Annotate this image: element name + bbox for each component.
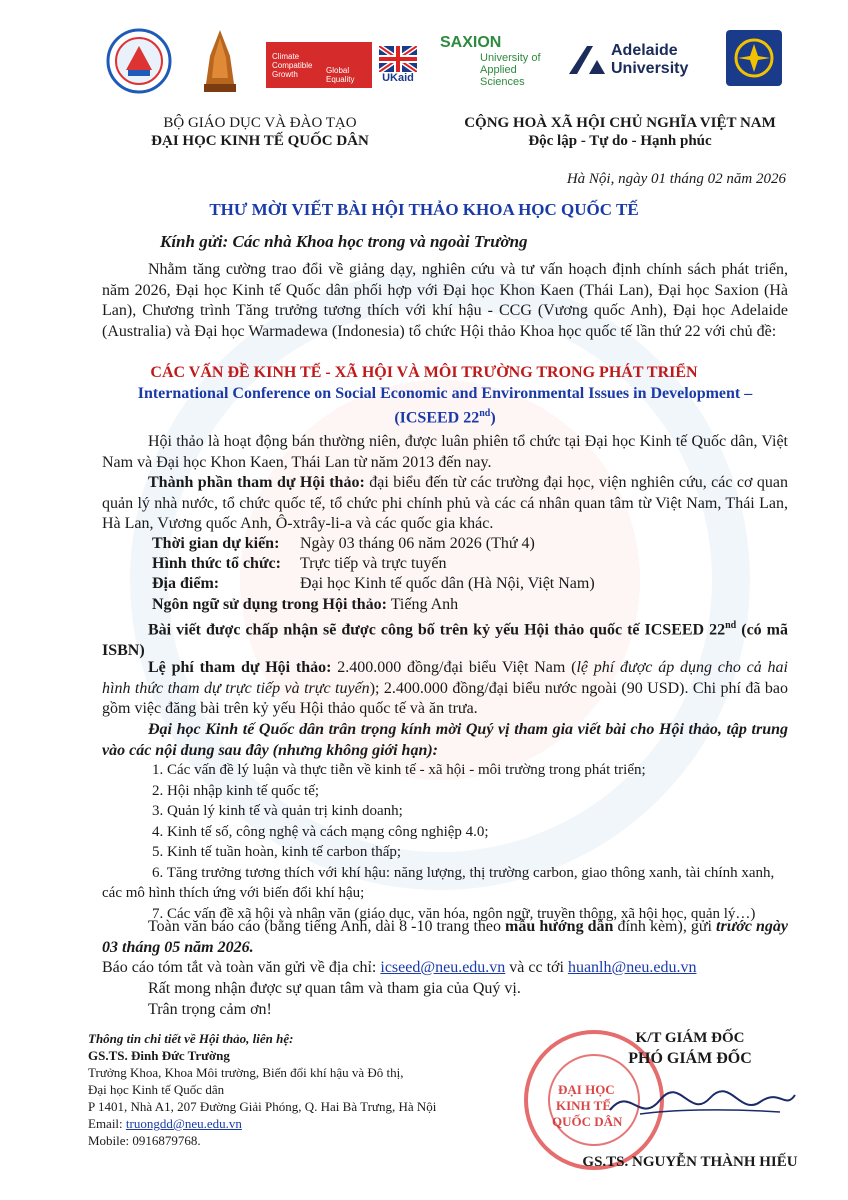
- stamp-text-1: ĐẠI HỌC: [558, 1082, 615, 1097]
- logo-row: [0, 26, 848, 96]
- handwritten-signature: [600, 1080, 800, 1130]
- submission-text1: Toàn văn báo cáo (bằng tiếng Anh, dài 8 -10 trang theo: [148, 918, 506, 935]
- saxion-name: SAXION: [440, 34, 502, 51]
- contact-email-row: [88, 1115, 508, 1132]
- language-label: Ngôn ngữ sử dụng trong Hội thảo:: [152, 596, 387, 613]
- publication-text: Bài viết được chấp nhận sẽ được công bố trên kỷ yếu Hội thảo quốc tế ICSEED 22: [148, 621, 726, 639]
- time-label: Thời gian dự kiến:: [152, 535, 280, 552]
- topic-item: 7. Các vấn đề xã hội và nhân văn (giáo dục, văn hóa, ngôn ngữ, truyền thông, xã hội học, quản lý…): [152, 905, 756, 922]
- contact-role: Trưởng Khoa, Khoa Môi trường, Biến đổi khí hậu và Đô thị,: [88, 1065, 404, 1080]
- stamp-text-3: QUỐC DÂN: [552, 1114, 623, 1129]
- topic-list: [102, 760, 792, 924]
- adelaide-mark-icon: [567, 44, 607, 76]
- fee-note: lệ phí được áp dụng cho cả hai hình thức tham dự trực tiếp và trực tuyến: [102, 659, 788, 697]
- time-row: [152, 535, 535, 553]
- letter-title: THƯ MỜI VIẾT BÀI HỘI THẢO KHOA HỌC QUỐC TẾ: [209, 200, 639, 219]
- submission-deadline: trước ngày 03 tháng 05 năm 2026.: [102, 918, 789, 956]
- neu-logo: [104, 26, 174, 96]
- saxion-logo: [440, 32, 550, 90]
- saxion-sub: University of Applied Sciences: [480, 52, 541, 88]
- topic-item: 6. Tăng trưởng tương thích với khí hậu: năng lượng, thị trường carbon, giao thông xanh, tài chính xanh, các mô hình thích ứng với biến đổi khí hậu;: [102, 864, 775, 901]
- country-name: CỘNG HOÀ XÃ HỘI CHỦ NGHĨA VIỆT NAM: [464, 115, 776, 131]
- closing-line2: Trân trọng cảm ơn!: [148, 1001, 272, 1018]
- ccg-logo: [266, 42, 372, 88]
- ukaid-logo: [378, 40, 418, 90]
- format-value: Trực tiếp và trực tuyến: [300, 555, 447, 572]
- fee-vn: 2.400.000 đồng/đại biểu Việt Nam (: [331, 659, 577, 676]
- venue-value: Đại học Kinh tế quốc dân (Hà Nội, Việt Nam): [300, 575, 595, 592]
- signer-name: GS.TS. NGUYỄN THÀNH HIẾU: [582, 1154, 798, 1170]
- fee-rest: ); 2.400.000 đồng/đại biểu nước ngoài (90 USD). Chi phí đã bao gồm việc đăng bài trên kỷ yếu Hội thảo quốc tế và ăn trưa.: [102, 679, 789, 717]
- ministry-header: [100, 114, 420, 150]
- participants-paragraph: [102, 473, 788, 535]
- adelaide-logo: [562, 38, 712, 82]
- language-row: [152, 596, 458, 614]
- fee-label: Lệ phí tham dự Hội thảo:: [148, 659, 332, 676]
- national-motto: Độc lập - Tự do - Hạnh phúc: [528, 133, 712, 149]
- conference-short-end: ): [490, 409, 496, 427]
- ministry-name: BỘ GIÁO DỤC VÀ ĐÀO TẠO: [163, 115, 357, 131]
- contact-email-link[interactable]: truongdd@neu.edu.vn: [125, 1116, 242, 1131]
- uk-flag-icon: [379, 46, 417, 72]
- national-motto-header: [440, 114, 800, 150]
- contact-intro: Thông tin chi tiết về Hội thảo, liên hệ:: [88, 1031, 294, 1046]
- topic-item: 1. Các vấn đề lý luận và thực tiễn về kinh tế - xã hội - môi trường trong phát triển;: [152, 762, 646, 778]
- topic-item: 5. Kinh tế tuần hoàn, kinh tế carbon thấp;: [152, 844, 402, 860]
- ccg-sub: Global Equality: [326, 66, 355, 84]
- annual-paragraph: Hội thảo là hoạt động bán thường niên, được luân phiên tổ chức tại Đại học Kinh tế Quốc dân, Việt Nam và Đại học Khon Kaen, Thái Lan từ năm 2013 đến nay.: [102, 433, 788, 471]
- contact-mobile: Mobile: 0916879768.: [88, 1133, 201, 1148]
- ukaid-text: UKaid: [382, 72, 414, 84]
- topic-item: 2. Hội nhập kinh tế quốc tế;: [152, 782, 320, 799]
- conference-title-en: [100, 384, 790, 428]
- contact-org: Đại học Kinh tế Quốc dân: [88, 1082, 225, 1097]
- ccg-line1: Climate: [272, 51, 300, 61]
- topic-item: 4. Kinh tế số, công nghệ và cách mạng công nghiệp 4.0;: [152, 823, 489, 840]
- participants-label: Thành phần tham dự Hội thảo:: [148, 474, 365, 491]
- signature-title-2: PHÓ GIÁM ĐỐC: [628, 1050, 752, 1067]
- letter-date: Hà Nội, ngày 01 tháng 02 năm 2026: [566, 171, 786, 187]
- participants-text: đại biểu đến từ các trường đại học, viện nghiên cứu, các cơ quan quản lý nhà nước, tổ chức quốc tế, tổ chức phi chính phủ và các cá nhân quan tâm từ Việt Nam, Thái Lan, Hà Lan, Vương quốc Anh, Ô-xtrây-li-a và các quốc gia khác.: [102, 474, 788, 532]
- send-text1: Báo cáo tóm tắt và toàn văn gửi về địa chỉ:: [102, 959, 381, 976]
- icseed-email-link[interactable]: icseed@neu.edu.vn: [380, 959, 506, 976]
- conference-short: (ICSEED 22: [394, 409, 480, 427]
- send-text2: và cc tới: [505, 959, 568, 976]
- invite-paragraph: Đại học Kinh tế Quốc dân trân trọng kính mời Quý vị tham gia viết bài cho Hội thảo, tập trung vào các nội dung sau đây (nhưng không giới hạn):: [102, 721, 788, 759]
- signature-title-1: K/T GIÁM ĐỐC: [635, 1030, 745, 1046]
- fee-paragraph: [102, 658, 788, 720]
- huanlh-email-link[interactable]: huanlh@neu.edu.vn: [567, 959, 697, 976]
- conference-title-vn: CÁC VẤN ĐỀ KINH TẾ - XÃ HỘI VÀ MÔI TRƯỜNG TRONG PHÁT TRIỂN: [150, 364, 698, 381]
- submission-paragraph: [102, 917, 788, 958]
- conference-en-text: International Conference on Social Economic and Environmental Issues in Development –: [137, 385, 753, 402]
- contact-address: P 1401, Nhà A1, 207 Đường Giải Phóng, Q. Hai Bà Trưng, Hà Nội: [88, 1099, 437, 1114]
- contact-footer: [88, 1030, 508, 1149]
- contact-name: GS.TS. Đinh Đức Trường: [88, 1048, 230, 1063]
- warmadewa-logo: [726, 30, 782, 86]
- contact-email-label: Email:: [88, 1116, 126, 1131]
- time-value: Ngày 03 tháng 06 năm 2026 (Thứ 4): [300, 535, 535, 552]
- publication-paragraph: [102, 616, 788, 661]
- closing-line1: Rất mong nhận được sự quan tâm và tham gia của Quý vị.: [148, 980, 521, 997]
- publication-sup: nd: [725, 620, 737, 631]
- topic-item: 3. Quản lý kinh tế và quản trị kinh doanh;: [152, 803, 403, 819]
- venue-row: [152, 575, 595, 593]
- khon-kaen-logo: [198, 26, 242, 96]
- send-paragraph: [102, 958, 788, 979]
- format-label: Hình thức tổ chức:: [152, 555, 281, 572]
- intro-paragraph: Nhằm tăng cường trao đổi về giảng dạy, nghiên cứu và tư vấn hoạch định chính sách phát triển, năm 2026, Đại học Kinh tế Quốc dân phối hợp với Đại học Khon Kaen (Thái Lan), Đại học Saxion (Hà Lan), Chương trình Tăng trưởng tương thích với khí hậu - CCG (Vương quốc Anh), Đại học Adelaide (Australia) và Đại học Warmadewa (Indonesia) tổ chức Hội thảo Khoa học quốc tế lần thứ 22 với chủ đề:: [102, 261, 788, 340]
- greeting: Kính gửi: Các nhà Khoa học trong và ngoài Trường: [160, 232, 528, 251]
- venue-label: Địa điểm:: [152, 575, 220, 592]
- language-value: Tiếng Anh: [390, 596, 459, 613]
- university-name: ĐẠI HỌC KINH TẾ QUỐC DÂN: [151, 133, 369, 149]
- conference-short-sup: nd: [479, 408, 491, 419]
- template-guide: mẫu hướng dẫn: [505, 918, 614, 935]
- publication-text-end: (có mã ISBN): [102, 621, 788, 659]
- stamp-text-2: KINH TẾ: [556, 1098, 612, 1113]
- ccg-line2: Compatible: [272, 60, 313, 70]
- ccg-line3: Growth: [272, 69, 298, 79]
- submission-text2: đính kèm), gửi: [613, 918, 717, 935]
- format-row: [152, 555, 447, 573]
- adelaide-text: Adelaide University: [611, 42, 689, 77]
